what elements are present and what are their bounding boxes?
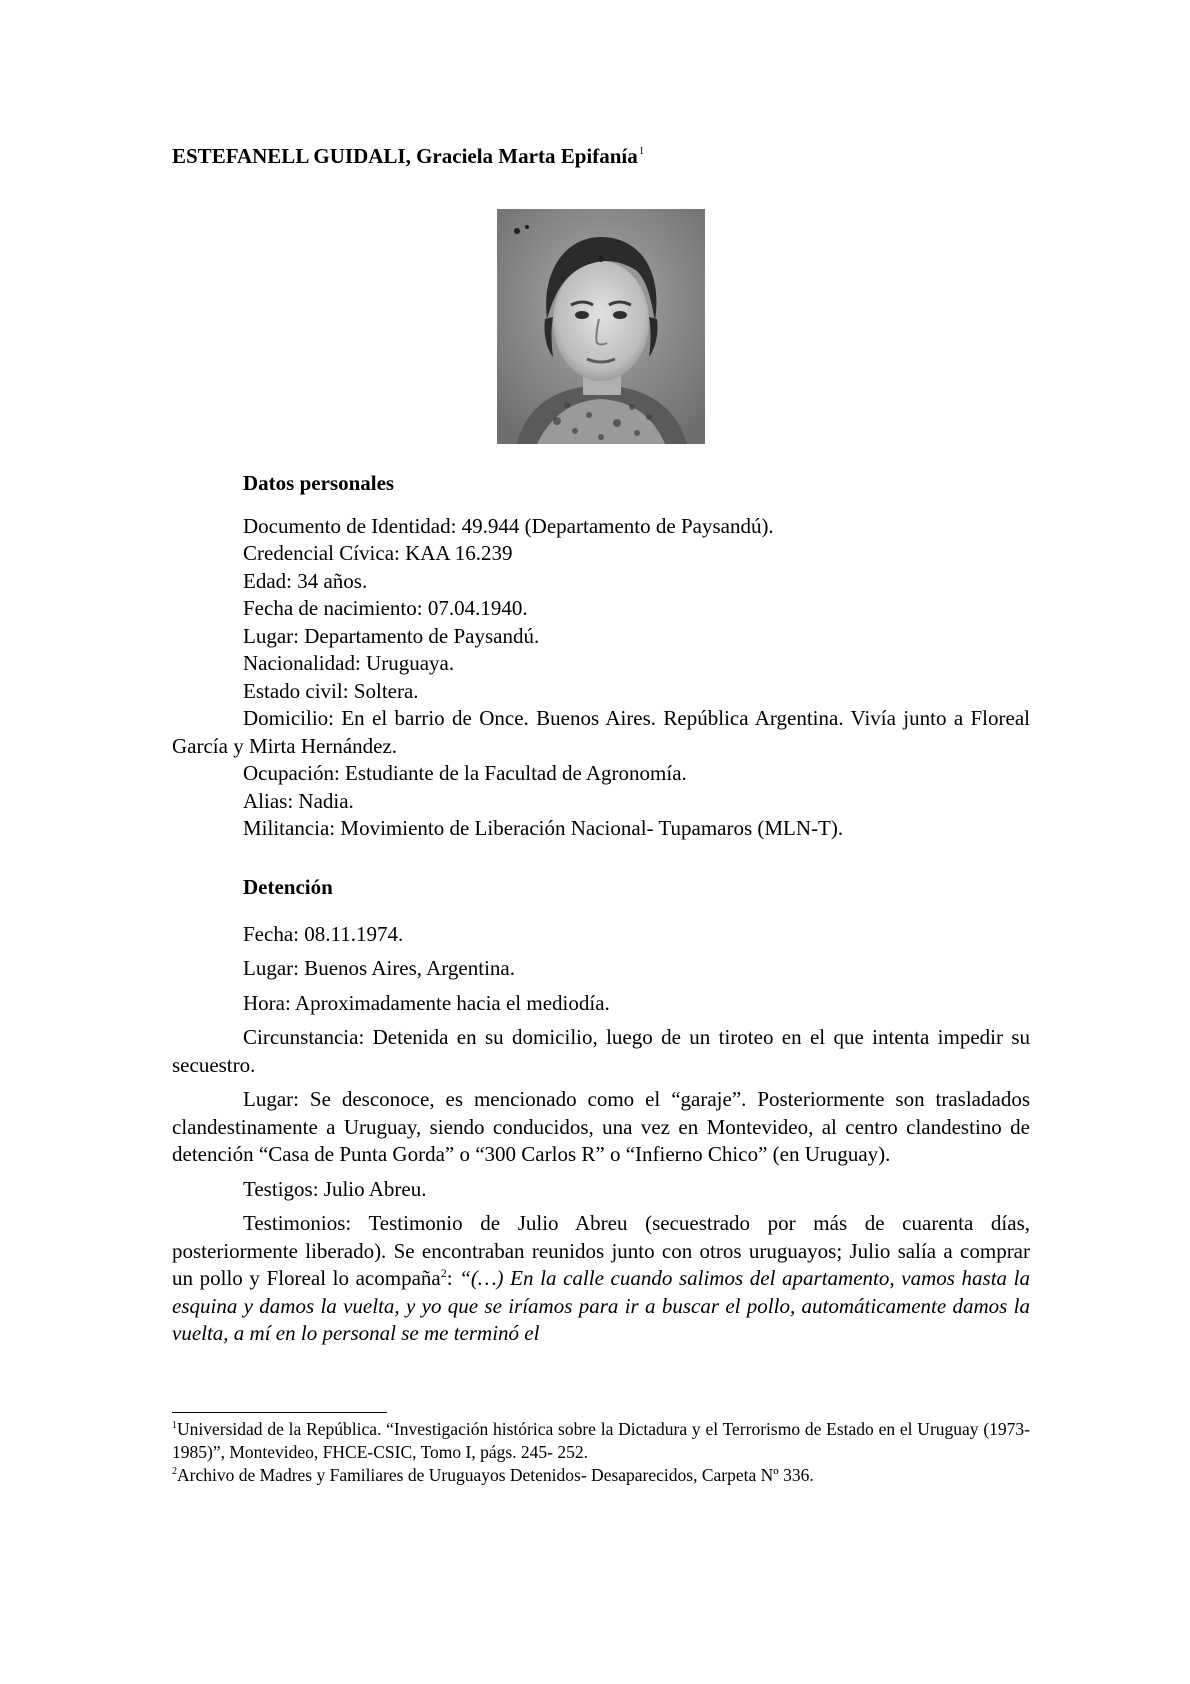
footnote-1 [172,1418,1030,1464]
field-lugar-detencion-ciudad: Lugar: Buenos Aires, Argentina. [243,956,515,980]
field-lugar: Lugar: Departamento de Paysandú. [243,623,540,648]
field-testigos: Testigos: Julio Abreu. [243,1176,427,1201]
field-fecha: Fecha: 08.11.1974. [243,921,404,946]
personal-data-section [172,470,1030,843]
footnote-2-text: Archivo de Madres y Familiares de Uruguayos Detenidos- Desaparecidos, Carpeta Nº 336. [177,1465,814,1485]
footnotes [172,1418,1030,1487]
field-edad: Edad: 34 años. [243,568,368,593]
testimonios-colon: : [446,1266,460,1290]
field-estado-civil: Estado civil: Soltera. [243,678,419,703]
section-heading-personal: Datos personales [243,471,395,495]
testimonios-intro: Testimonios: Testimonio de Julio Abreu (secuestrado por más de cuarenta días, posteriormente liberado). Se encontraban reunidos junto con otros uruguayos; Julio salía a comprar un pollo y Floreal lo acompaña [172,1211,1030,1290]
footnote-2-marker: 2 [172,1466,177,1477]
field-testimonios [172,1210,1030,1348]
person-name: ESTEFANELL GUIDALI, Graciela Marta Epifanía [172,144,638,168]
field-nacionalidad: Nacionalidad: Uruguaya. [243,651,455,675]
footnote-1-text: Universidad de la República. “Investigación histórica sobre la Dictadura y el Terrorismo de Estado en el Uruguay (1973-1985)”, Montevideo, FHCE-CSIC, Tomo I, págs. 245- 252. [172,1419,1030,1462]
field-alias: Alias: Nadia. [243,788,354,813]
field-hora: Hora: Aproximadamente hacia el mediodía. [243,990,610,1015]
field-militancia: Militancia: Movimiento de Liberación Nacional- Tupamaros (MLN-T). [243,816,844,840]
testimonios-quote: “(…) En la calle cuando salimos del apartamento, vamos hasta la esquina y damos la vuelta, y yo que se iríamos para ir a buscar el pollo, automáticamente damos la vuelta, a mí en lo personal se me terminó el [172,1266,1030,1345]
field-credencial: Credencial Cívica: KAA 16.239 [243,541,513,565]
field-documento: Documento de Identidad: 49.944 (Departamento de Paysandú). [243,513,774,538]
field-circunstancia: Circunstancia: Detenida en su domicilio, luego de un tiroteo en el que intenta impedir su secuestro. [172,1025,1030,1077]
footnote-2 [172,1464,1030,1487]
detention-section [172,874,1030,1348]
field-domicilio: Domicilio: En el barrio de Once. Buenos Aires. República Argentina. Vivía junto a Floreal García y Mirta Hernández. [172,706,1030,758]
footnote-ref-2: 2 [440,1266,447,1280]
field-lugar-detencion: Lugar: Se desconoce, es mencionado como el “garaje”. Posteriormente son trasladados clandestinamente a Uruguay, siendo conducidos, una vez en Montevideo, al centro clandestino de detención “Casa de Punta Gorda” o “300 Carlos R” o “Infierno Chico” (en Uruguay). [172,1087,1030,1166]
portrait-photo [497,209,705,444]
page-title [172,142,644,170]
footnote-1-marker: 1 [172,1420,177,1431]
field-ocupacion: Ocupación: Estudiante de la Facultad de Agronomía. [243,761,687,785]
footnote-divider [172,1412,387,1413]
footnote-ref-1: 1 [638,145,645,157]
section-heading-detention: Detención [243,875,333,899]
field-nacimiento: Fecha de nacimiento: 07.04.1940. [243,596,528,620]
